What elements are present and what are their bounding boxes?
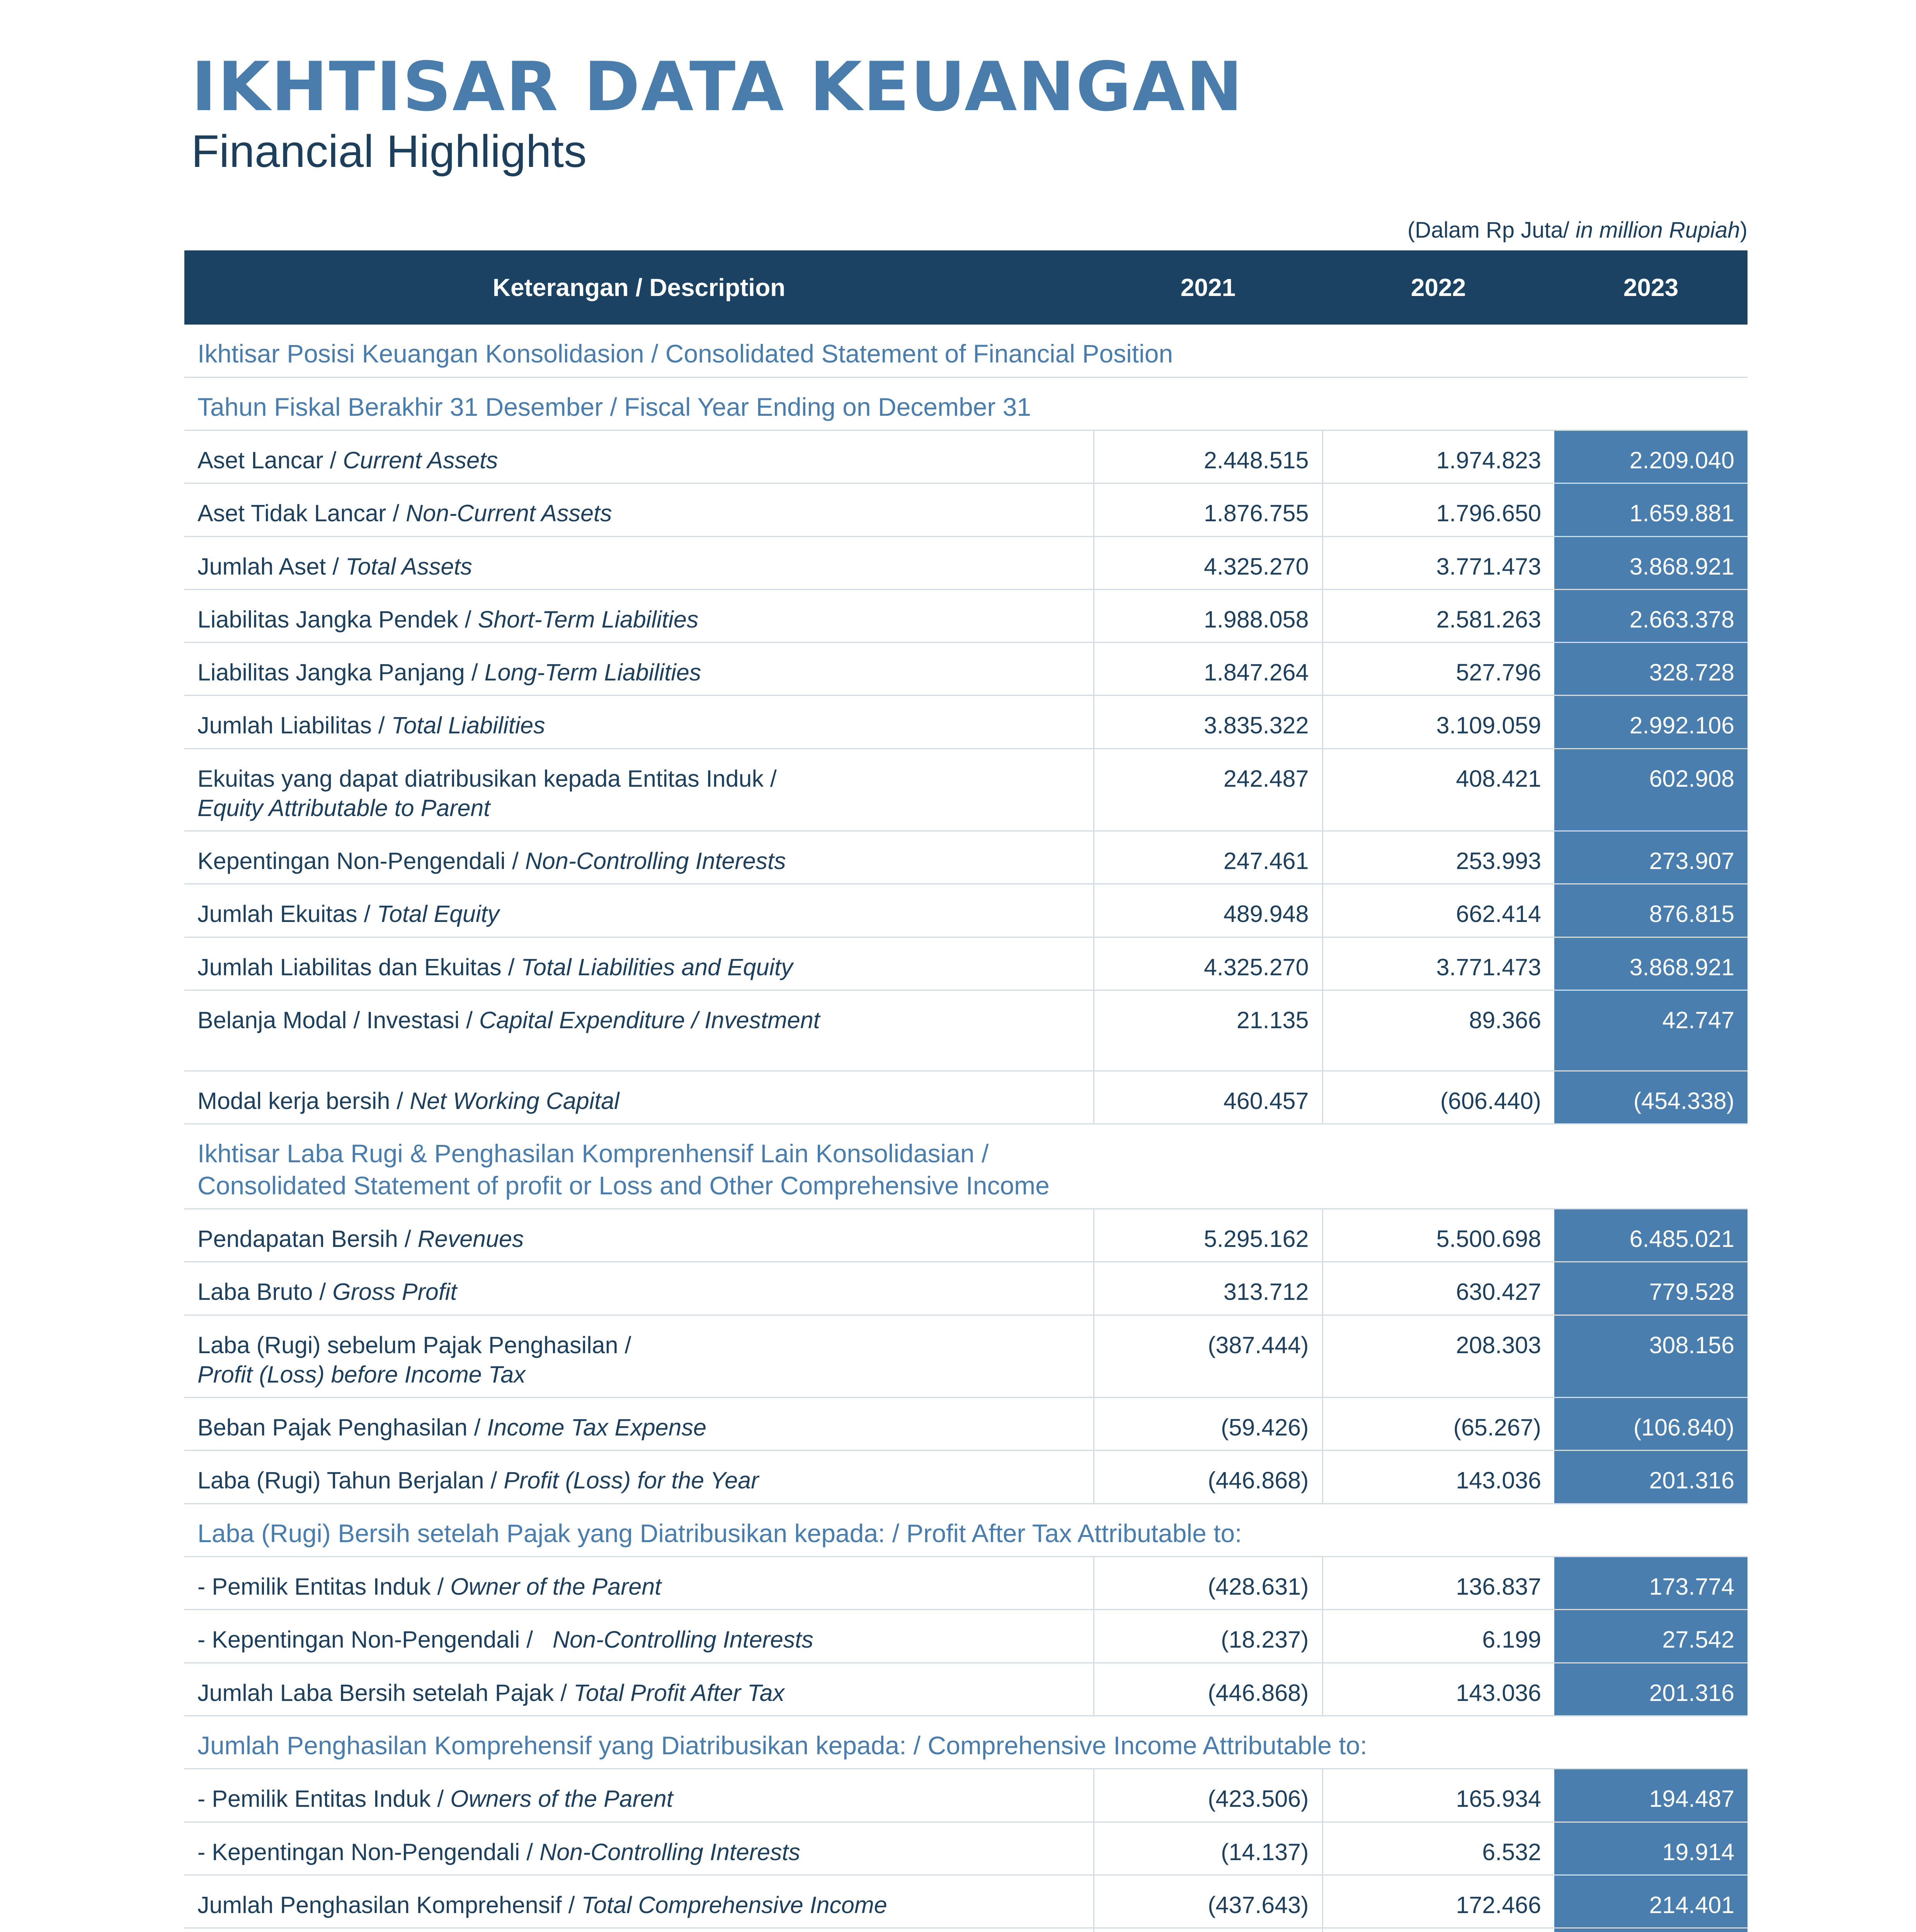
value-2022: 172.466 (1322, 1875, 1554, 1928)
header-2022: 2022 (1322, 250, 1554, 325)
value-2023: 201.316 (1554, 1451, 1748, 1503)
row-label: Kepentingan Non-Pengendali / Non-Controlling Interests (184, 831, 1094, 884)
value-2023: 1.659.881 (1554, 483, 1748, 536)
table-row (184, 483, 1748, 536)
table-row (184, 1209, 1748, 1262)
value-2021: 21.135 (1094, 990, 1322, 1071)
section-title: Ikhtisar Laba Rugi & Penghasilan Komprenhensif Lain Konsolidasian / Consolidated Statement of profit or Loss and Other Comprehensive Income (184, 1124, 1748, 1209)
table-row (184, 937, 1748, 990)
table-row (184, 1928, 1748, 1932)
value-2021: 247.461 (1094, 831, 1322, 884)
table-row (184, 1663, 1748, 1716)
value-2021 (1094, 1928, 1322, 1932)
row-label: Jumlah Liabilitas dan Ekuitas / Total Liabilities and Equity (184, 937, 1094, 990)
value-2022: 143.036 (1322, 1451, 1554, 1503)
table-row (184, 884, 1748, 937)
value-2021: 4.325.270 (1094, 937, 1322, 990)
value-2021: (446.868) (1094, 1451, 1322, 1503)
value-2021: 1.847.264 (1094, 643, 1322, 696)
value-2023: 3.868.921 (1554, 536, 1748, 589)
value-2022: 253.993 (1322, 831, 1554, 884)
table-row (184, 1398, 1748, 1451)
financial-highlights-table (184, 250, 1748, 1932)
table-row (184, 1822, 1748, 1875)
row-label: Jumlah Ekuitas / Total Equity (184, 884, 1094, 937)
table-header-row (184, 250, 1748, 325)
value-2023: 273.907 (1554, 831, 1748, 884)
row-label: - Pemilik Entitas Induk / Owners of the Parent (184, 1769, 1094, 1822)
value-2023: (106.840) (1554, 1398, 1748, 1451)
table-row (184, 1451, 1748, 1503)
row-label: - Kepentingan Non-Pengendali / Non-Controlling Interests (184, 1822, 1094, 1875)
value-2021: (446.868) (1094, 1663, 1322, 1716)
value-2023: 2.992.106 (1554, 696, 1748, 748)
table-row (184, 1315, 1748, 1398)
section-title: Ikhtisar Posisi Keuangan Konsolidasion / Consolidated Statement of Financial Position (184, 325, 1748, 377)
value-2021: 3.835.322 (1094, 696, 1322, 748)
value-2023: 3.868.921 (1554, 937, 1748, 990)
value-2021: 5.295.162 (1094, 1209, 1322, 1262)
value-2021: 4.325.270 (1094, 536, 1322, 589)
value-2022: 1.796.650 (1322, 483, 1554, 536)
row-label: Pendapatan Bersih / Revenues (184, 1209, 1094, 1262)
value-2022: 3.771.473 (1322, 937, 1554, 990)
row-label: Ekuitas yang dapat diatribusikan kepada Entitas Induk / Equity Attributable to Parent (184, 748, 1094, 831)
section-title: Laba (Rugi) Bersih setelah Pajak yang Diatribusikan kepada: / Profit After Tax Attributable to: (184, 1503, 1748, 1557)
value-2021: 460.457 (1094, 1071, 1322, 1124)
value-2021: 1.988.058 (1094, 589, 1322, 642)
value-2023: 194.487 (1554, 1769, 1748, 1822)
row-label: - Kepentingan Non-Pengendali / Non-Controlling Interests (184, 1610, 1094, 1663)
value-2022: (65.267) (1322, 1398, 1554, 1451)
value-2023: 42.747 (1554, 990, 1748, 1071)
value-2021: (14.137) (1094, 1822, 1322, 1875)
value-2022: 3.109.059 (1322, 696, 1554, 748)
value-2021: (428.631) (1094, 1557, 1322, 1610)
unit-note: (Dalam Rp Juta/ in million Rupiah) (1407, 218, 1748, 243)
value-2022: 527.796 (1322, 643, 1554, 696)
row-label: Jumlah Liabilitas / Total Liabilities (184, 696, 1094, 748)
value-2021: 313.712 (1094, 1262, 1322, 1315)
row-label: Laba (Rugi) Tahun Berjalan / Profit (Loss) for the Year (184, 1451, 1094, 1503)
section-heading (184, 377, 1748, 430)
value-2023: 602.908 (1554, 748, 1748, 831)
value-2021: 1.876.755 (1094, 483, 1322, 536)
value-2022: 143.036 (1322, 1663, 1554, 1716)
value-2021: (387.444) (1094, 1315, 1322, 1398)
row-label: Laba (Rugi) sebelum Pajak Penghasilan / Profit (Loss) before Income Tax (184, 1315, 1094, 1398)
value-2022: 89.366 (1322, 990, 1554, 1071)
row-label: Aset Lancar / Current Assets (184, 430, 1094, 483)
table-row (184, 1769, 1748, 1822)
section-heading (184, 1503, 1748, 1557)
value-2022: 5.500.698 (1322, 1209, 1554, 1262)
value-2022: 208.303 (1322, 1315, 1554, 1398)
value-2023: 876.815 (1554, 884, 1748, 937)
value-2023: 27.542 (1554, 1610, 1748, 1663)
section-title: Tahun Fiskal Berakhir 31 Desember / Fiscal Year Ending on December 31 (184, 377, 1748, 430)
value-2023: (454.338) (1554, 1071, 1748, 1124)
value-2022: 165.934 (1322, 1769, 1554, 1822)
value-2022: 136.837 (1322, 1557, 1554, 1610)
value-2022: (606.440) (1322, 1071, 1554, 1124)
table-row (184, 536, 1748, 589)
table-row (184, 430, 1748, 483)
value-2022 (1322, 1928, 1554, 1932)
value-2023: 308.156 (1554, 1315, 1748, 1398)
table-row (184, 1071, 1748, 1124)
row-label: Liabilitas Jangka Pendek / Short-Term Liabilities (184, 589, 1094, 642)
header-description: Keterangan / Description (184, 250, 1094, 325)
table-row (184, 831, 1748, 884)
value-2021: (18.237) (1094, 1610, 1322, 1663)
header-2021: 2021 (1094, 250, 1322, 325)
value-2021: (59.426) (1094, 1398, 1322, 1451)
value-2023: 214.401 (1554, 1875, 1748, 1928)
row-label: Liabilitas Jangka Panjang / Long-Term Liabilities (184, 643, 1094, 696)
value-2022: 3.771.473 (1322, 536, 1554, 589)
value-2021: (437.643) (1094, 1875, 1322, 1928)
row-label (184, 1928, 1094, 1932)
row-label: Belanja Modal / Investasi / Capital Expenditure / Investment (184, 990, 1094, 1071)
section-heading (184, 1716, 1748, 1769)
row-label: - Pemilik Entitas Induk / Owner of the Parent (184, 1557, 1094, 1610)
value-2023: 779.528 (1554, 1262, 1748, 1315)
table-row (184, 1875, 1748, 1928)
value-2022: 1.974.823 (1322, 430, 1554, 483)
value-2023 (1554, 1928, 1748, 1932)
section-title: Jumlah Penghasilan Komprehensif yang Diatribusikan kepada: / Comprehensive Income Attributable to: (184, 1716, 1748, 1769)
section-heading (184, 1124, 1748, 1209)
value-2023: 19.914 (1554, 1822, 1748, 1875)
table-row (184, 748, 1748, 831)
value-2022: 2.581.263 (1322, 589, 1554, 642)
value-2022: 630.427 (1322, 1262, 1554, 1315)
value-2021: (423.506) (1094, 1769, 1322, 1822)
table-row (184, 1557, 1748, 1610)
section-heading (184, 325, 1748, 377)
row-label: Beban Pajak Penghasilan / Income Tax Expense (184, 1398, 1094, 1451)
value-2022: 662.414 (1322, 884, 1554, 937)
value-2021: 489.948 (1094, 884, 1322, 937)
table-row (184, 696, 1748, 748)
value-2021: 2.448.515 (1094, 430, 1322, 483)
value-2023: 328.728 (1554, 643, 1748, 696)
value-2023: 2.209.040 (1554, 430, 1748, 483)
header-2023: 2023 (1554, 250, 1748, 325)
value-2022: 6.532 (1322, 1822, 1554, 1875)
table-row (184, 589, 1748, 642)
value-2023: 2.663.378 (1554, 589, 1748, 642)
value-2021: 242.487 (1094, 748, 1322, 831)
value-2022: 6.199 (1322, 1610, 1554, 1663)
value-2023: 6.485.021 (1554, 1209, 1748, 1262)
page-title: IKHTISAR DATA KEUANGAN (191, 48, 1244, 126)
table-row (184, 1262, 1748, 1315)
row-label: Jumlah Penghasilan Komprehensif / Total Comprehensive Income (184, 1875, 1094, 1928)
value-2023: 173.774 (1554, 1557, 1748, 1610)
table-row (184, 643, 1748, 696)
row-label: Laba Bruto / Gross Profit (184, 1262, 1094, 1315)
value-2023: 201.316 (1554, 1663, 1748, 1716)
row-label: Jumlah Laba Bersih setelah Pajak / Total Profit After Tax (184, 1663, 1094, 1716)
table-row (184, 990, 1748, 1071)
row-label: Modal kerja bersih / Net Working Capital (184, 1071, 1094, 1124)
row-label: Aset Tidak Lancar / Non-Current Assets (184, 483, 1094, 536)
row-label: Jumlah Aset / Total Assets (184, 536, 1094, 589)
page-subtitle: Financial Highlights (191, 126, 587, 177)
value-2022: 408.421 (1322, 748, 1554, 831)
table-row (184, 1610, 1748, 1663)
